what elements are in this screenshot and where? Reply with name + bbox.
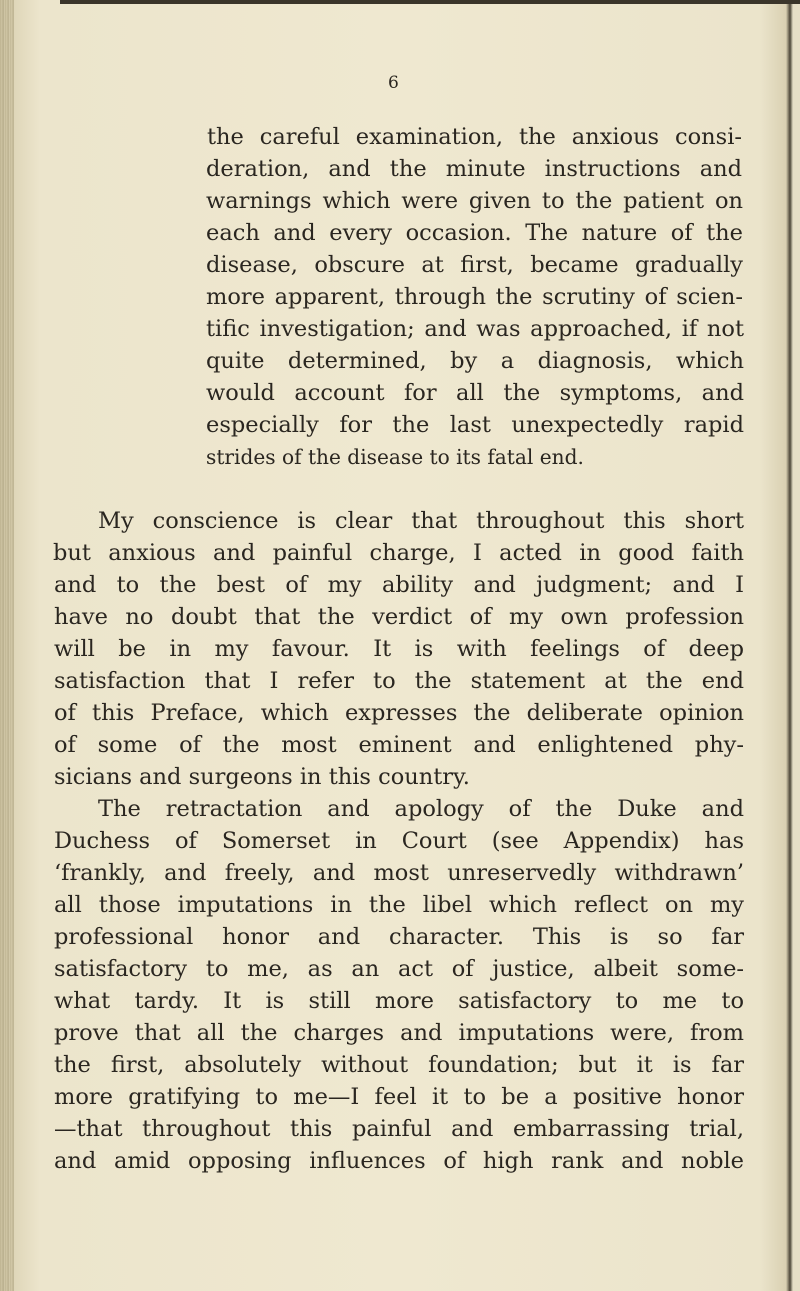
binding-gutter [0, 0, 14, 1291]
text-line: more apparent, through the scrutiny of scien- [206, 284, 743, 310]
text-line: —that throughout this painful and embarrassing trial, [54, 1116, 744, 1142]
text-line: have no doubt that the verdict of my own profession [54, 604, 744, 630]
text-line: of this Preface, which expresses the deliberate opinion [54, 700, 744, 726]
text-line: all those imputations in the libel which reflect on my [54, 892, 744, 918]
text-line: satisfaction that I refer to the statement at the end [54, 668, 744, 694]
page-top-edge [60, 0, 800, 4]
text-line: each and every occasion. The nature of the [206, 220, 743, 246]
text-line: quite determined, by a diagnosis, which [206, 348, 744, 374]
text-line: deration, and the minute instructions and [206, 156, 742, 182]
text-line: but anxious and painful charge, I acted in good faith [53, 540, 744, 566]
text-line: of some of the most eminent and enlightened phy- [54, 732, 744, 758]
text-line: warnings which were given to the patient on [206, 188, 743, 214]
text-line: satisfactory to me, as an act of justice, albeit some- [54, 956, 744, 982]
text-line: ‘frankly, and freely, and most unreservedly withdrawn’ [54, 860, 744, 886]
text-line: would account for all the symptoms, and [206, 380, 744, 406]
page-number: 6 [388, 73, 399, 93]
text-line: tific investigation; and was approached, if not [206, 316, 744, 342]
text-line: Duchess of Somerset in Court (see Appendix) has [54, 828, 744, 854]
text-line: the careful examination, the anxious consi- [207, 124, 742, 150]
text-line: the first, absolutely without foundation; but it is far [54, 1052, 744, 1078]
text-line: and amid opposing influences of high rank and noble [54, 1148, 744, 1174]
text-line: and to the best of my ability and judgment; and I [54, 572, 744, 598]
text-line: The retractation and apology of the Duke and [98, 796, 744, 822]
text-line: especially for the last unexpectedly rapid [206, 412, 744, 438]
text-line: more gratifying to me—I feel it to be a positive honor [54, 1084, 744, 1110]
text-line: will be in my favour. It is with feelings of deep [54, 636, 744, 662]
text-line: professional honor and character. This is so far [54, 924, 744, 950]
text-line: strides of the disease to its fatal end. [206, 445, 584, 469]
text-line: sicians and surgeons in this country. [54, 764, 470, 790]
text-line: disease, obscure at first, became gradually [206, 252, 743, 278]
text-line: what tardy. It is still more satisfactory to me to [54, 988, 744, 1014]
text-line: My conscience is clear that throughout this short [98, 508, 744, 534]
text-line: prove that all the charges and imputations were, from [54, 1020, 744, 1046]
